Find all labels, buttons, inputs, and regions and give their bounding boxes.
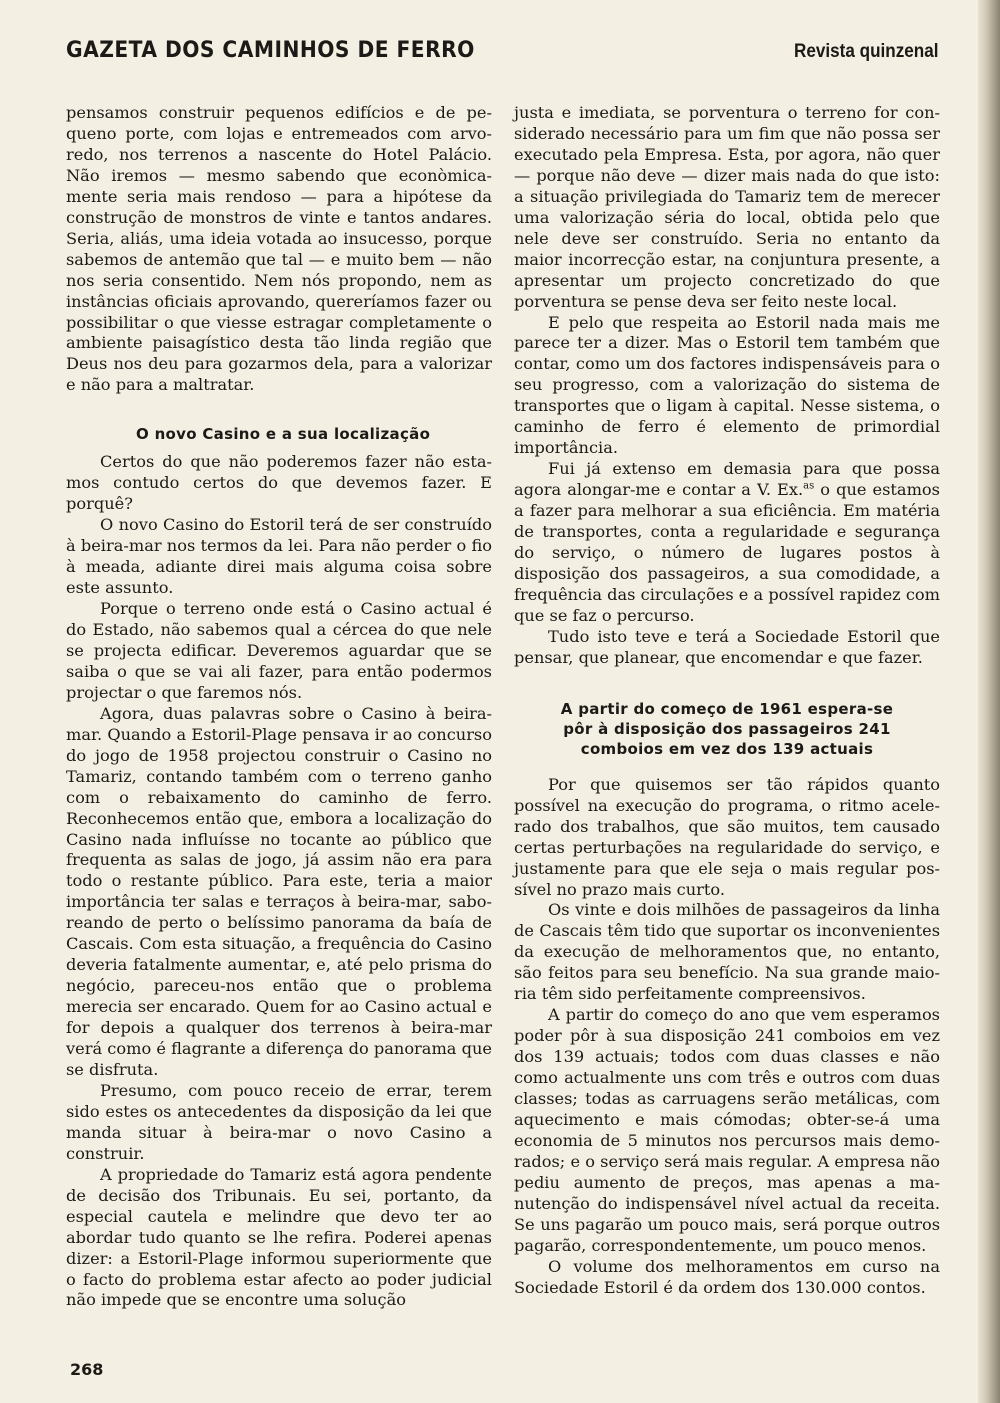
paragraph: Tudo isto teve e terá a Sociedade Estoril que pensar, que planear, que encomendar e que fazer.	[514, 626, 940, 667]
right-column	[514, 103, 940, 1299]
paragraph: O novo Casino do Estoril terá de ser construído à beira-mar nos termos da lei. Para não perder o fio à meada, adiante direi mais alguma coisa sobre este assunto.	[66, 515, 492, 598]
paragraph-text: o que estamos a fazer para melhorar a sua eficiência. Em matéria de transportes, conta a regularidade e segurança do serviço, o número de lugares postos à disposição dos passageiros, a sua comodidade, a frequência das circulações e a possível rapidez com que se faz o percurso.	[514, 480, 940, 625]
page-header	[66, 38, 938, 72]
left-column	[66, 103, 492, 1311]
paragraph: Presumo, com pouco receio de errar, terem sido estes os antecedentes da disposição da lei que manda situar à beira-mar o novo Casino a construir.	[66, 1080, 492, 1163]
paragraph: E pelo que respeita ao Estoril nada mais me parece ter a dizer. Mas o Estoril tem também que contar, como um dos factores indispensáveis para o seu progresso, com a valorização do sistema de transportes que o ligam à capital. Nesse sistema, o caminho de ferro é elemento de primordial importância.	[514, 312, 940, 458]
section-heading-trains	[514, 699, 940, 759]
paragraph: Agora, duas palavras sobre o Casino à beira-mar. Quando a Estoril-Plage pensava ir ao concurso do jogo de 1958 projectou construir o Casino no Tamariz, contando também com o terreno ganho com o rebaixamento do caminho de ferro. Reconhecemos então que, embora a localização do Casino nada influísse no tocante ao público que frequenta as salas de jogo, já assim não era para todo o restante público. Para este, teria a maior importância ter salas e terraços à beira-mar, saboreando de perto o belíssimo panorama da baía de Cascais. Com esta situação, a frequência do Casino deveria fatalmente aumentar, e, até pelo prisma do negócio, pareceu-nos então que o problema merecia ser encarado. Quem for ao Casino actual e for depois a qualquer dos terrenos à beira-mar verá como é flagrante a diferença do panorama que se disfruta.	[66, 703, 492, 1079]
section-heading-casino: O novo Casino e a sua localização	[136, 425, 431, 444]
paragraph: Por que quisemos ser tão rápidos quanto possível na execução do programa, o ritmo acelerado dos trabalhos, que são muitos, tem causado certas perturbações na regularidade do serviço, e justamente para que ele seja o mais regular possível no prazo mais curto.	[514, 774, 940, 899]
paragraph: Certos do que não poderemos fazer não estamos contudo certos do que devemos fazer. E porquê?	[66, 452, 492, 514]
paragraph	[514, 459, 940, 627]
paragraph-text: Fui já extenso em demasia para que possa agora alongar-me e contar a V. Ex.	[514, 459, 940, 500]
paragraph: justa e imediata, se porventura o terreno for considerado necessário para um fim que não possa ser executado pela Empresa. Esta, por agora, não quer — porque não deve — dizer mais nada do que isto: a situação privilegiada do Tamariz tem de merecer uma valorização séria do local, obtida pelo que nele deve ser construído. Seria no entanto da maior incorrecção estar, na conjuntura presente, a apresentar um projecto concretizado do que porventura se pense deva ser feito neste local.	[514, 103, 940, 311]
journal-subtitle: Revista quinzenal	[793, 41, 938, 62]
page-number: 268	[70, 1360, 104, 1379]
paragraph: A partir do começo do ano que vem esperamos poder pôr à sua disposição 241 comboios em vez dos 139 actuais; todos com duas classes e não como actualmente uns com três e outros com duas classes; todas as carruagens serão metálicas, com aquecimento e mais cómodas; obter-se-á uma economia de 5 minutos nos percursos mais demorados; e o serviço será mais regular. A empresa não pediu aumento de preços, mas apenas a manutenção do indispensável nível actual da receita. Se uns pagarão um pouco mais, será porque outros pagarão, correspondentemente, um pouco menos.	[514, 1005, 940, 1255]
paragraph: pensamos construir pequenos edifícios e de pequeno porte, com lojas e entremeados com arvoredo, nos terrenos a nascente do Hotel Palácio. Não iremos — mesmo sabendo que econòmicamente seria mais rendoso — para a hipótese da construção de monstros de vinte e tantos andares. Seria, aliás, uma ideia votada ao insucesso, porque sabemos de antemão que tal — e muito bem — não nos seria consentido. Nem nós propondo, nem as instâncias oficiais aprovando, quereríamos fazer ou possibilitar o que viesse estragar completamente o ambiente paisagístico desta tão linda região que Deus nos deu para gozarmos dela, para a valorizar e não para a maltratar.	[66, 103, 492, 395]
heading-line: comboios em vez dos 139 actuais	[580, 739, 874, 758]
journal-title: GAZETA DOS CAMINHOS DE FERRO	[66, 38, 475, 63]
paragraph: Os vinte e dois milhões de passageiros da linha de Cascais têm tido que suportar os inconvenientes da execução de melhoramentos que, no entanto, são feitos para seu benefício. Na sua grande maioria têm sido perfeitamente compreensivos.	[514, 900, 940, 1004]
paragraph: A propriedade do Tamariz está agora pendente de decisão dos Tribunais. Eu sei, portanto, da especial cautela e melindre que devo ter ao abordar tudo quanto se lhe refira. Poderei apenas dizer: a Estoril-Plage informou superiormente que o facto do problema estar afecto ao poder judicial não impede que se encontre uma solução	[66, 1164, 492, 1310]
paragraph: O volume dos melhoramentos em curso na Sociedade Estoril é da ordem dos 130.000 contos.	[514, 1256, 940, 1297]
paragraph: Porque o terreno onde está o Casino actual é do Estado, não sabemos qual a cércea do que nele se projecta edificar. Deveremos aguardar que se saiba o que se vai ali fazer, para então podermos projectar o que faremos nós.	[66, 599, 492, 702]
book-spine-shadow	[978, 0, 1000, 1403]
heading-line: A partir do começo de 1961 espera-se	[560, 699, 894, 718]
heading-line: pôr à disposição dos passageiros 241	[563, 719, 891, 738]
superscript: as	[803, 480, 815, 492]
